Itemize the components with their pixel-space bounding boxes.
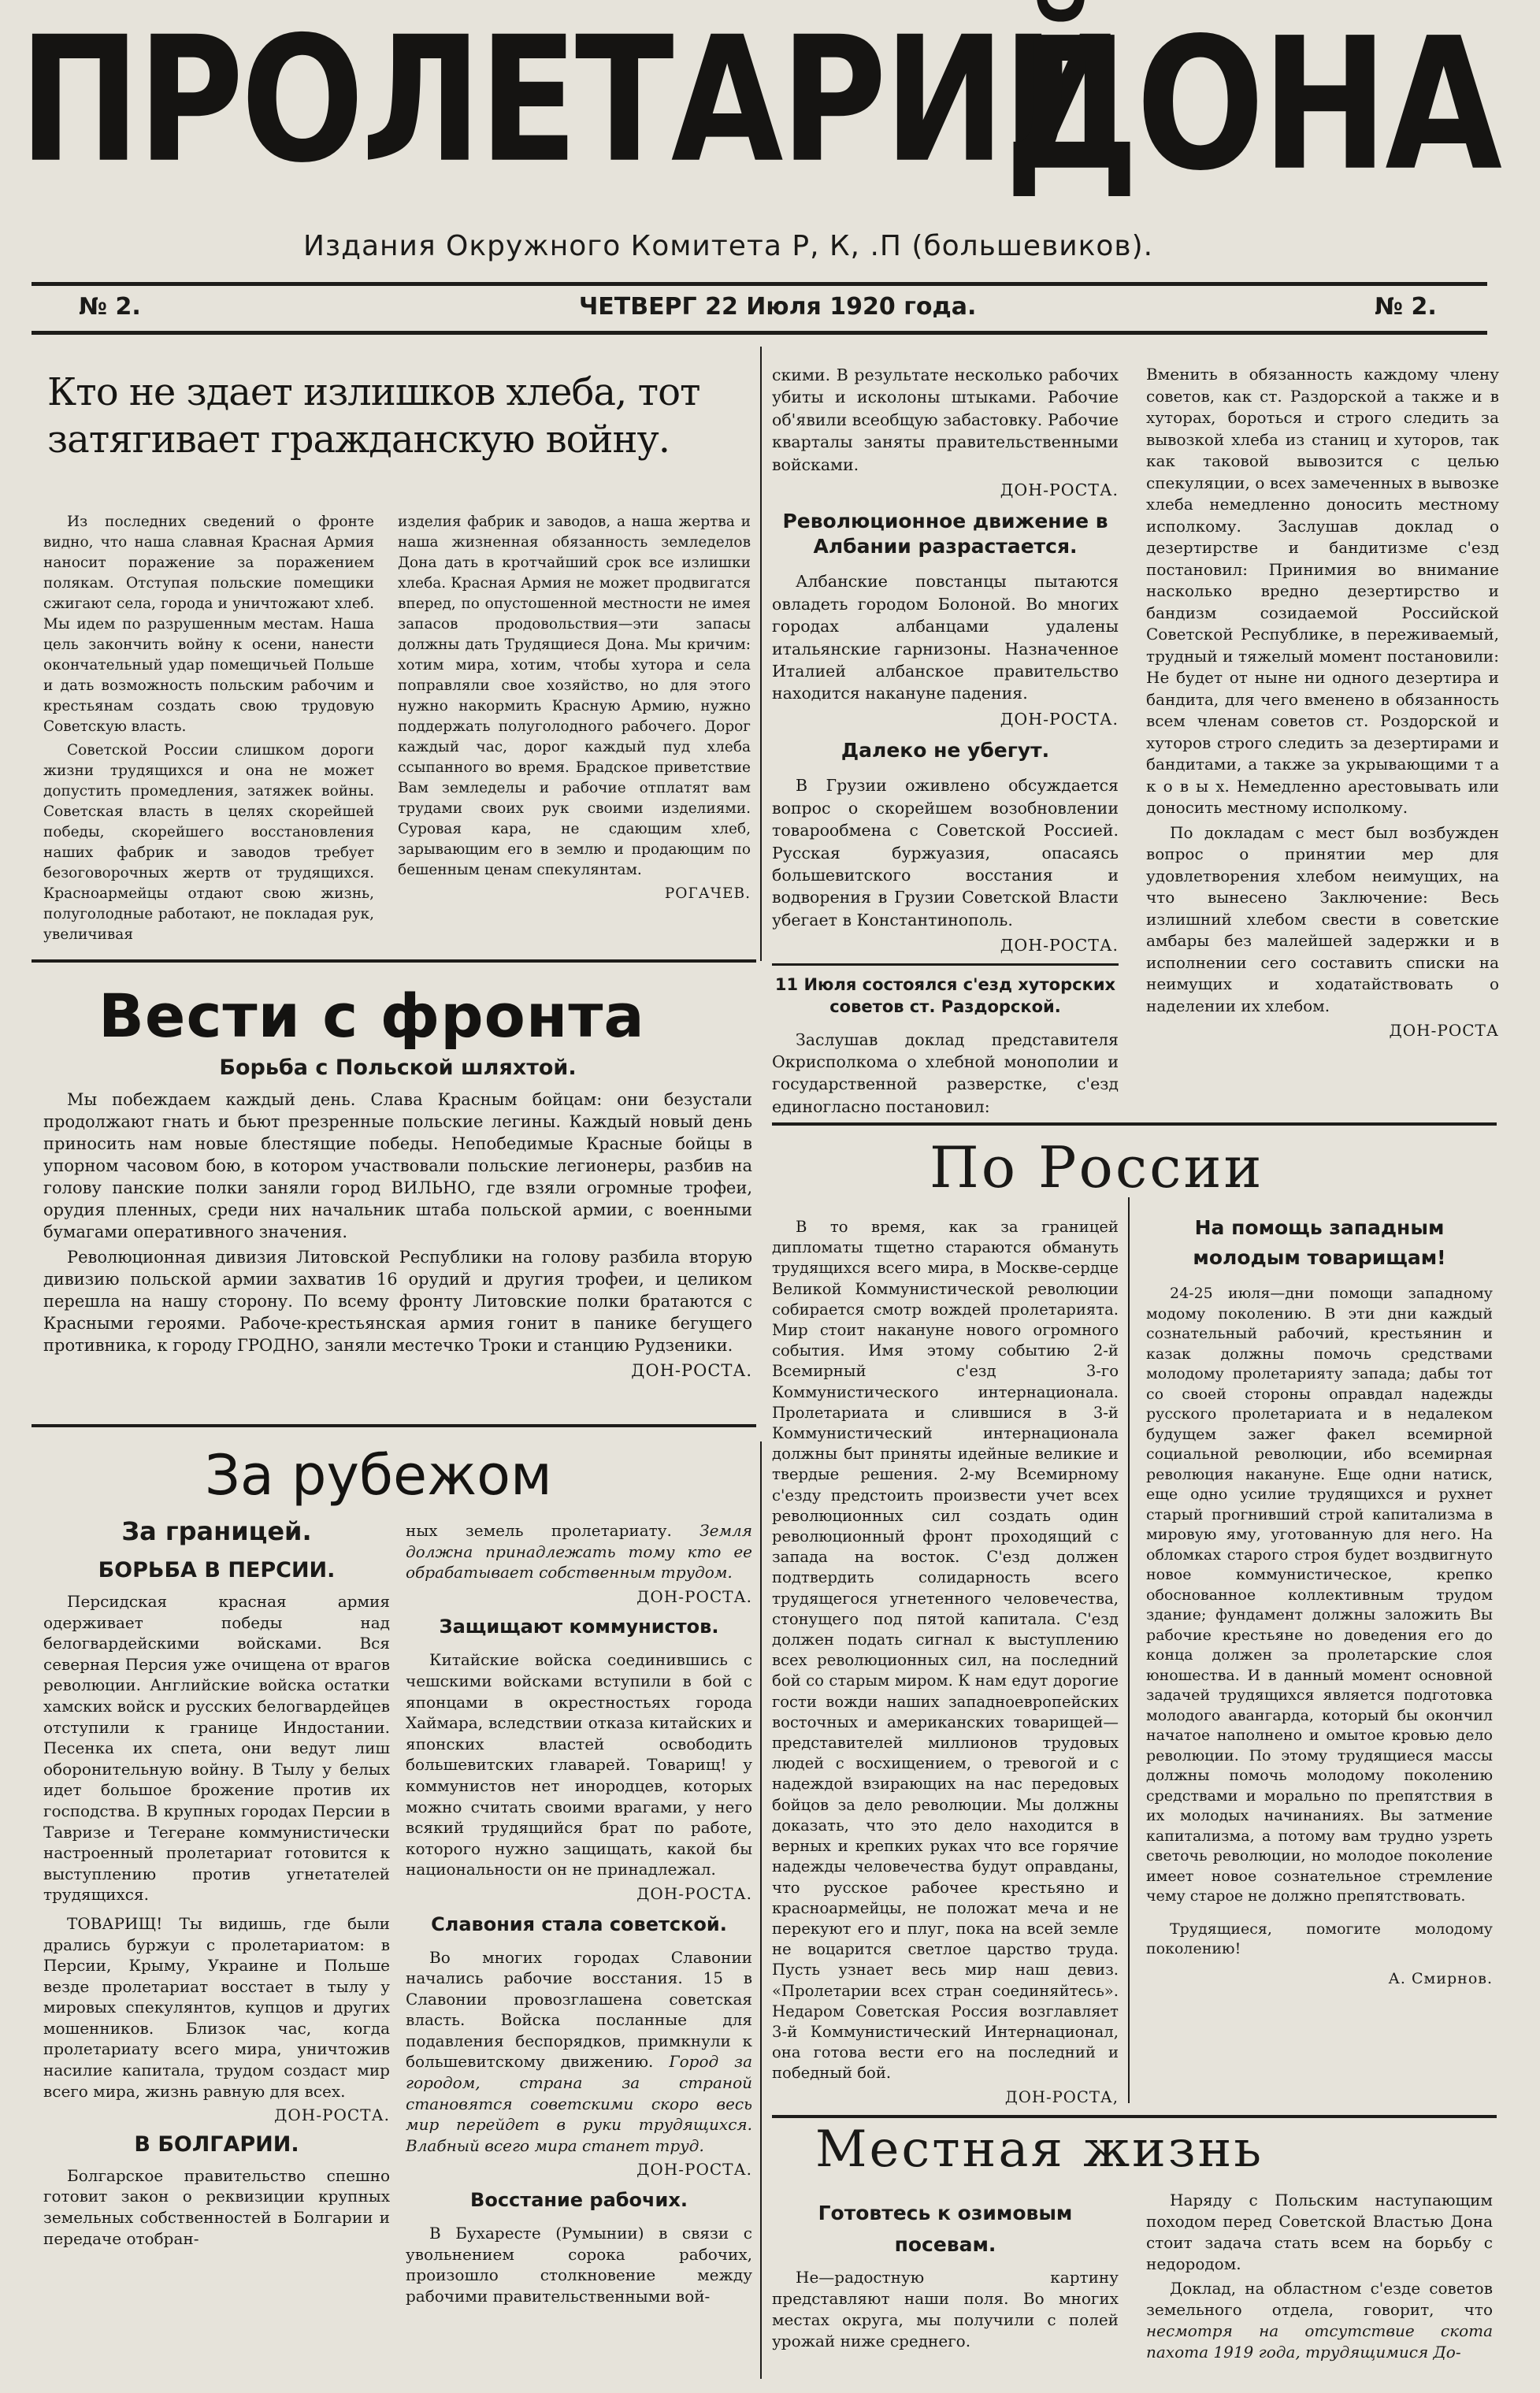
russia-appeal: Трудящиеся, помогите молодому поколению! bbox=[1146, 1920, 1493, 1957]
abroad-signature: ДОН-РОСТА. bbox=[636, 1883, 752, 1903]
news-signature: ДОН-РОСТА. bbox=[1000, 936, 1119, 955]
abroad-italic-text: Город за городом, страна за страной становятся советскими скоро весь мир перейдет в руки трудящихся. Влабный всего мира станет труд. bbox=[406, 2052, 752, 2155]
abroad-paragraph bbox=[406, 1947, 752, 2157]
section-rule bbox=[772, 2115, 1497, 2118]
abroad-column-1 bbox=[43, 1512, 390, 2252]
abroad-headline-bulgaria: В БОЛГАРИИ. bbox=[134, 2131, 299, 2157]
news-headline-albania: Революционное движение в Албании разрастается. bbox=[782, 510, 1108, 558]
lead-paragraph: изделия фабрик и заводов, а наша жертва и наша жизненная обязанность земледелов Дона дать в кротчайший срок все излишки хлеба. Красная Армия не может продвигатся вперед, по опустошенной местности не имея запасов продовольствия—эти запасы должны дать Трудящиеся Дона. Мы кричим: хотим мира, хотим, чтобы хутора и села поправляли свое хозяйство, но для этого нужно накормить Красную Армию, нужно поддержать полуголодного рабочего. Дорог каждый час, дорог каждый пуд хлеба ссыпанного во время. Брадское приветствие Вам земледелы и рабочие отплатят вам трудами своих рук своими изделиями. Суровая кара, не сдающим хлеб, зарывающим его в землю и продающим по бешенным ценам спекулянтам. bbox=[398, 514, 751, 878]
lead-signature: РОГАЧЕВ. bbox=[664, 885, 751, 902]
news-signature: ДОН-РОСТА. bbox=[1000, 709, 1119, 729]
local-text: Доклад, на областном с'езде советов земельного отдела, говорит, что bbox=[1146, 2279, 1493, 2319]
news-paragraph: Заслушав доклад представителя Окрисполкома о хлебной монополии и государственной разверстке, с'езд единогласно постановил: bbox=[772, 1030, 1119, 1116]
column-rule bbox=[1128, 1197, 1130, 2103]
news-paragraph: В Грузии оживлено обсуждается вопрос о скорейшем возобновлении товарообмена с Советской Россией. Русская буржуазия, опасаясь большевитского восстания и водворения в Грузии Советской Власти убегает в Константинополь. bbox=[772, 776, 1119, 929]
russia-paragraph: 24-25 июля—дни помощи западному модому поколению. В эти дни каждый сознательный рабочий, крестьянин и казак должны помочь средствами молодому пролетарияту запада; дабы тот со своей стороны оправдал надежды русского пролетариата и в недалеком будущем зажег факел всемирной социальной революции, ибо всемирная революция накануне. Еще одни натиск, еще одно усилие трудящихся и рухнет старый прогнивший строй капитализма в мировую яму, уготованную для него. На обломках старого строя будет воздвигнуто новое коммунистическое, крепко обоснованное коллективным трудом здание; фундамент должны заложить Вы рабочие крестьяне но доведения его до конца должен за пролетарские слоя юношества. И в данный момент основной задачей трудящихся является подготовка молодого авангарда, который бы окончил начатое наполнено и омытое кровью дело революции. По этому трудящиеся массы должны помочь молодому поколению средствами и морально по препятствия в их молодых начинаниях. Вы затмение капитализма, а потому вам трудно узреть светочь революции, но молодое поколение имеет новое сознательное стремление чему старое не должно препятствовать. bbox=[1146, 1285, 1493, 1905]
abroad-headline-uprising: Восстание рабочих. bbox=[470, 2189, 688, 2212]
masthead-title-left: ПРОЛЕТАРИЙ bbox=[19, 0, 1121, 202]
local-column-1 bbox=[772, 2198, 1119, 2355]
abroad-headline-slavonia: Славония стала советской. bbox=[431, 1913, 727, 1935]
russia-column-1 bbox=[772, 1217, 1119, 2114]
abroad-text: Во многих городах Славонии начались рабочие восстания. 15 в Славонии провозглашена советская власть. Войска посланные для подавления беспорядков, примкнули к большевитскому движению. bbox=[406, 1947, 752, 2072]
russia-headline-youth: На помощь западным молодым товарищам! bbox=[1193, 1216, 1446, 1269]
front-signature: ДОН-РОСТА. bbox=[631, 1361, 752, 1380]
russia-signature: ДОН-РОСТА, bbox=[1004, 2087, 1119, 2106]
local-paragraph bbox=[1146, 2278, 1493, 2363]
lead-paragraph: Из последних сведений о фронте видно, что наша славная Красная Армия наносит поражение за поражением полякам. Отступая польские помещики сжигают села, города и уничтожают хлеб. Мы идем по разрушенным местам. Наша цель закончить войну к осени, нанести окончательный удар помещичьей Польше и дать возможность польским рабочим и крестьянам создать свою трудовую Советскую власть. bbox=[43, 514, 374, 735]
news-paragraph: Албанские повстанцы пытаются овладеть городом Болоной. Во многих городах албанцами удалены итальянские гарнизоны. Назначенное Италией албанское правительство находится накануне падения. bbox=[772, 572, 1119, 703]
front-column bbox=[43, 1056, 752, 1388]
abroad-paragraph: Персидская красная армия одерживает победы над белогвардейскими войсками. Вся северная Персия уже очищена от врагов революции. Английские войска остатки хамских войск и русских белогвардейцев отступили к границе Индостании. Песенка их спета, они ведут лиш оборонительную войну. В Тылу у белых идет большое брожение против их господства. В крупных городах Персии в Тавризе и Тегеране коммунистически настроенный пролетариат готовится к выступлению против угнетателей трудящихся. bbox=[43, 1592, 390, 1905]
abroad-italic-text: Земля должна принадлежать тому кто ее обрабатывает собственным трудом. bbox=[406, 1521, 752, 1582]
local-italic-text: несмотря на отсутствие скота пахота 1919 года, трудящимися До- bbox=[1146, 2321, 1493, 2361]
front-section-title: Вести с фронта bbox=[98, 981, 645, 1051]
lead-headline: Кто не здает излишков хлеба, тот затягивает гражданскую войну. bbox=[47, 370, 700, 462]
abroad-signature: ДОН-РОСТА. bbox=[274, 2105, 390, 2125]
news-paragraph: скими. В результате несколько рабочих убиты и исколоны штыками. Рабочие об'явили всеобщую забастовку. Рабочие кварталы заняты правительственными войсками. bbox=[772, 365, 1119, 474]
issue-date: ЧЕТВЕРГ 22 Июля 1920 года. bbox=[579, 293, 977, 321]
local-headline-sowing: Готовтесь к озимовым посевам. bbox=[818, 2202, 1073, 2256]
lead-paragraph: Советской России слишком дороги жизни трудящихся и она не может допустить промедления, затяжек войны. Советская власть в целях скорейшей победы, скорейшего восстановления наших фабрик и заводов требует безоговорочных жертв от трудящихся. Красноармейцы отдают свою жизнь, полуголодные работают, не покладая рук, увеличивая bbox=[43, 742, 374, 943]
abroad-paragraph: В Бухаресте (Румынии) в связи с увольнением сорока рабочих, произошло столкновение между рабочими правительственными вой- bbox=[406, 2224, 752, 2306]
news-headline-razdorskaya: 11 Июля состоялся с'езд хуторских советов ст. Раздорской. bbox=[774, 974, 1116, 1016]
masthead-rule-top bbox=[32, 282, 1487, 286]
masthead-rule-bottom bbox=[32, 331, 1487, 335]
lead-column-2 bbox=[398, 512, 751, 911]
masthead-subtitle: Издания Окружного Комитета Р, К, .П (большевиков). bbox=[303, 230, 1154, 262]
abroad-subheadline: За границей. bbox=[121, 1516, 312, 1546]
local-section-title: Местная жизнь bbox=[815, 2120, 1264, 2179]
front-paragraph: Мы побеждаем каждый день. Слава Красным бойцам: они безустали продолжают гнать и бьют презренные польские легины. Каждый новый день приносить нам новые блестящие победы. Непобедимые Красные бойцы в упорном часовом бою, в котором участвовали польские легионеры, разбив на голову панские полки заняли город ВИЛЬНО, где взяли огромные трофеи, орудия пленных, среди них начальник штаба польской армии, с военными бумагами оперативного значения. bbox=[43, 1090, 752, 1241]
front-subheadline: Борьба с Польской шляхтой. bbox=[219, 1056, 577, 1080]
abroad-paragraph: ТОВАРИЩ! Ты видишь, где были дрались буржуи с пролетариатом: в Персии, Крыму, Украине и Польше везде пролетариат восстает в тылу у мировых спекулянтов, купцов и других мошенников. Близок час, когда пролетариату всего мира, уничтожив насилие капитала, трудом создаст мир всего мира, жизнь равную для всех. bbox=[43, 1913, 390, 2101]
news-paragraph: Вменить в обязанность каждому члену советов, как ст. Раздорской а также и в хуторах, бороться и строго следить за вывозкой хлеба из станиц и хуторов, так как таковой вывозится с целью спекуляции, о всех замеченных в вывозке хлеба немедленно доносить местному исполкому. Заслушав доклад о дезертирстве и бандитизме с'езд постановил: Принимия во внимание насколько вредно дезертирство и бандизм созидаемой Российской Советской Республике, в переживаемый, трудный и тяжелый момент постановили: Не будет от ныне ни одного дезертира и бандита, для чего вменено в обязанность всем членам советов ст. Роздорской и хуторов строго следить за дезертирами и бандитами, а также за укрывающими т а к о в ы х. Немедленно арестовывать или доносить местному исполкому. bbox=[1146, 365, 1499, 817]
issue-number-right: № 2. bbox=[1375, 293, 1437, 321]
local-paragraph: Не—радостную картину представляют наши поля. Во многих местах округа, мы получили с полей урожай ниже среднего. bbox=[772, 2268, 1119, 2350]
abroad-signature: ДОН-РОСТА. bbox=[636, 2160, 752, 2180]
column-rule bbox=[760, 1441, 762, 2379]
abroad-paragraph bbox=[406, 1520, 752, 1583]
masthead-title-right: ДОНА bbox=[1004, 0, 1500, 212]
section-rule bbox=[772, 1122, 1497, 1126]
abroad-paragraph: Китайские войска соединившись с чешскими войсками вступили в бой с японцами в окрестностьях города Хаймара, вследствии отказа китайских и японских властей освободить большевитских главарей. Товарищ! у коммунистов нет инородцев, которых можно считать своими врагами, у него всякий трудящийся брат по работе, которого нужно защищать, какой бы национальности он не принадлежал. bbox=[406, 1650, 752, 1879]
news-divider bbox=[772, 963, 1119, 966]
local-paragraph: Наряду с Польским наступающим походом перед Советской Властью Дона стоит задача стать всем на борьбу с недородом. bbox=[1146, 2191, 1493, 2273]
front-paragraph: Революционная дивизия Литовской Республики на голову разбила вторую дивизию польской армии захватив 16 орудий и другия трофеи, и целиком перешла на нашу сторону. По всему фронту Литовские полки братаются с Красными героями. Рабоче-крестьянская армия гонит в панике бегущего противника, к городу ГРОДНО, заняли местечко Троки и станцию Рудзеники. bbox=[43, 1248, 752, 1355]
news-headline-georgia: Далеко не убегут. bbox=[841, 739, 1050, 762]
section-rule bbox=[32, 959, 756, 963]
abroad-text: ных земель пролетариату. bbox=[406, 1521, 672, 1540]
col4-news bbox=[1146, 364, 1499, 1048]
russia-paragraph: В то время, как за границей дипломаты тщетно стараются обмануть трудящихся всего мира, в Москве-сердце Великой Коммунистической революции собирается смотр вождей пролетарията. Мир стоит накануне нового огромного события. Имя этому событию 2-й Всемирный с'езд 3-го Коммунистического интернационала. Пролетариата и слившися в 3-й Коммунистический интернационала должны быт приняты идейные великие и твердые решения. 2-му Всемирному с'езду предстоить произвести учет всех революционных сил создать один революционный фронт проходящий с запада на восток. С'езд должен подтвердить солидарность всего трудящегося угнетенного человечества, стонущего под пятой капитала. С'езд должен подать сигнал к выступлению всех революционных сил, на последний бой со старым миром. К нам едут дорогие гости вожди наших западноевропейских восточных и американских товарищей—представителей миллионов трудовых людей с восхищением, о тревогой и с надеждой взирающих на нас передовых бойцов за дело революции. Мы должны доказать, что это дело находится в верных и крепких руках что все горячие надежды человечества будут оправданы, что русское рабочее крестьяно и красноармейцы, не положат меча и не перекуют его и плуг, пока на всей земле не воцарится светлое царство трудa. Пусть узнает весь мир наш девиз. «Пролетарии всех стран соединяйтесь». Недаром Советская Россия возглавляет 3-й Коммунистический Интернационал, она готова вести его на последний и победный бой. bbox=[772, 1218, 1119, 2083]
abroad-headline-persia: БОРЬБА В ПЕРСИИ. bbox=[98, 1558, 336, 1582]
abroad-paragraph: Болгарское правительство спешно готовит закон о реквизиции крупных земельных собственностей в Болгарии и передаче отобран- bbox=[43, 2165, 390, 2248]
news-signature: ДОН-РОСТА. bbox=[1000, 480, 1119, 500]
abroad-section-title: За рубежом bbox=[205, 1443, 552, 1508]
section-rule bbox=[32, 1424, 756, 1427]
issue-number-left: № 2. bbox=[79, 293, 141, 321]
column-rule bbox=[760, 347, 762, 961]
russia-column-2 bbox=[1146, 1213, 1493, 1995]
abroad-column-2 bbox=[406, 1520, 752, 2310]
lead-column-1 bbox=[43, 512, 374, 948]
col3-news bbox=[772, 364, 1119, 1121]
abroad-signature: ДОН-РОСТА. bbox=[636, 1586, 752, 1606]
news-signature: ДОН-РОСТА bbox=[1389, 1021, 1499, 1040]
russia-signature: А. Смирнов. bbox=[1388, 1969, 1493, 1987]
local-column-2 bbox=[1146, 2190, 1493, 2366]
abroad-headline-communists: Защищают коммунистов. bbox=[439, 1616, 719, 1638]
russia-section-title: По России bbox=[930, 1134, 1264, 1200]
news-paragraph: По докладам с мест был возбужден вопрос о принятии мер для удовлетворения хлебом неимущих, на что вынесено Заключение: Весь излишний хлебом свести в советские амбары без малейшей задержки и в исполнении сего составить списки на неимущих и ходатайствовать о наделении их хлебом. bbox=[1146, 822, 1499, 1015]
